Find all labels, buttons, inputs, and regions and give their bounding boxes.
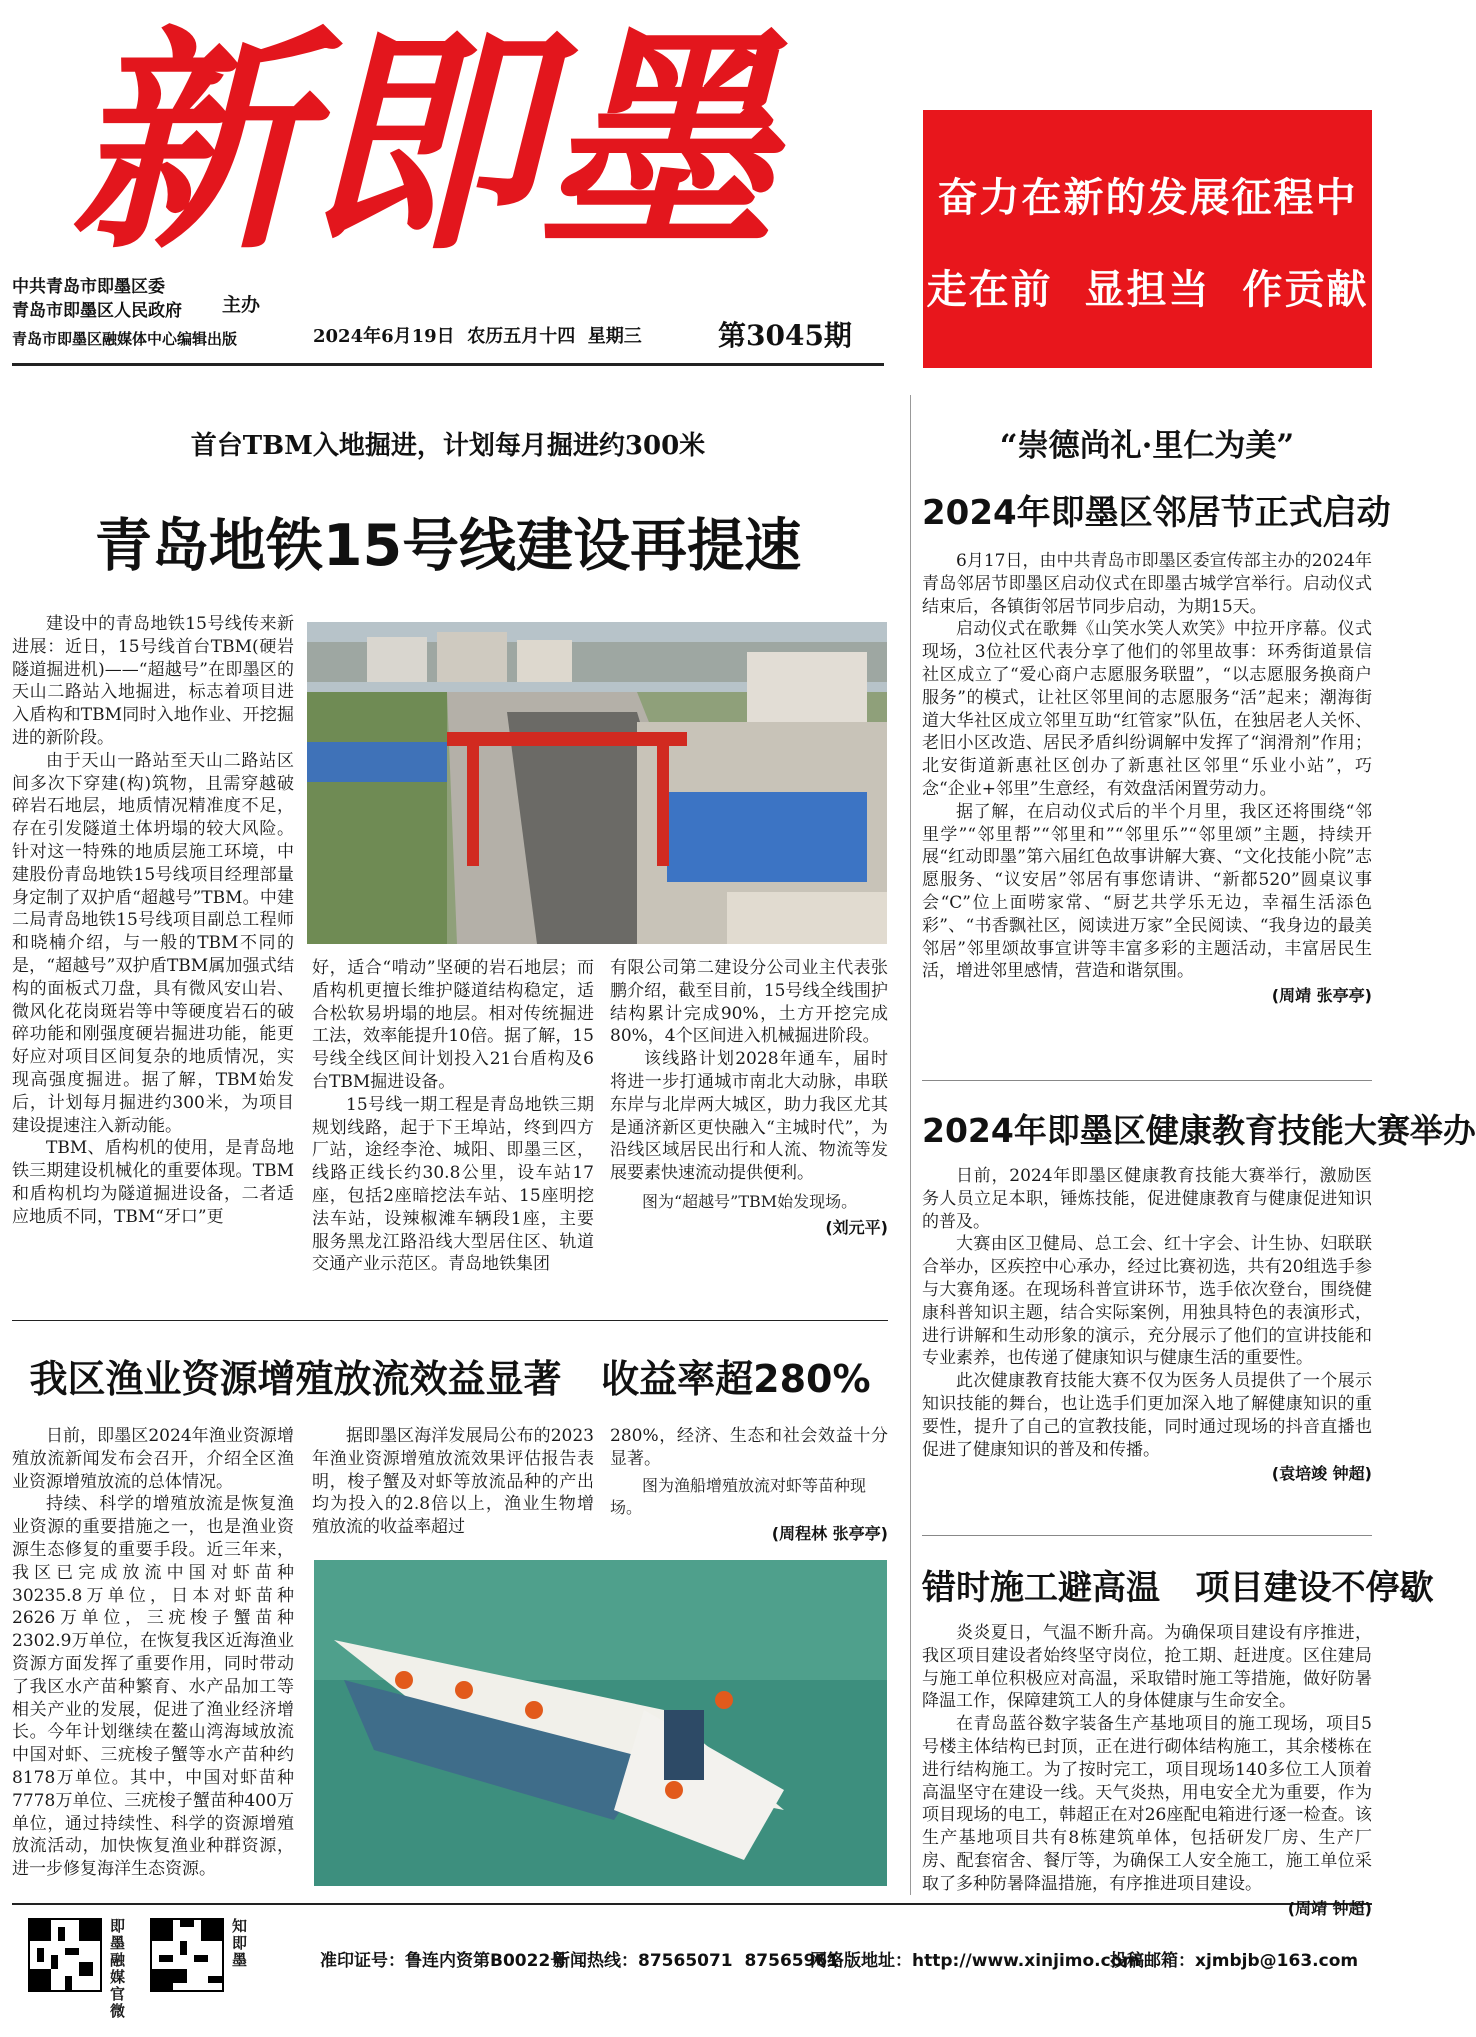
lead-paragraph: 有限公司第二建设分公司业主代表张鹏介绍，截至目前，15号线全线围护结构累计完成90%，土方开挖完成80%，4个区间进入机械掘进阶段。 [610, 958, 888, 1047]
fishery-column-2 [312, 1425, 594, 1539]
neighbor-paragraph: 6月17日，由中共青岛市即墨区委宣传部主办的2024年青岛邻居节即墨区启动仪式在即墨古城学宫举行。启动仪式结束后，各镇街邻居节同步启动，为期15天。 [922, 551, 1372, 617]
construction-title: 错时施工避高温 项目建设不停歇 [922, 1568, 1434, 1608]
column-divider [910, 395, 911, 1895]
lead-column-1 [12, 613, 294, 1229]
qr-code-1[interactable] [28, 1918, 102, 1992]
slogan-line-1: 奋力在新的发展征程中 [937, 175, 1358, 221]
fishery-column-1 [12, 1425, 294, 1881]
lead-paragraph: 该线路计划2028年通车，届时将进一步打通城市南北大动脉，串联东岸与北岸两大城区，助力我区尤其是通济新区更快融入“主城时代”，为沿线区域居民出行和人流、物流等发展要素快速流动提供便利。 [610, 1049, 888, 1184]
website-link[interactable]: 网络版地址：http://www.xinjimo.com [810, 1951, 1141, 1971]
health-title: 2024年即墨区健康教育技能大赛举办 [922, 1111, 1476, 1150]
lead-paragraph: 建设中的青岛地铁15号线传来新进展：近日，15号线首台TBM(硬岩隧道掘进机)——“超越号”在即墨区的天山二路站入地掘进，标志着项目进入盾构和TBM同时入地作业、开挖掘进的新阶段。 [12, 614, 294, 748]
lead-column-2 [312, 957, 594, 1276]
masthead-rule [12, 363, 884, 366]
tbm-construction-photo [307, 622, 887, 944]
lead-paragraph: 好，适合“啃动”坚硬的岩石地层；而盾构机更擅长维护隧道结构稳定，适合松软易坍塌的地层。相对传统掘进工法，效率能提升10倍。据了解，15号线全线区间计划投入21台盾构及6台TBM掘进设备。 [312, 958, 594, 1092]
neighbor-title: 2024年即墨区邻居节正式启动 [922, 493, 1391, 533]
submission-email[interactable]: 投稿邮箱：xjmbjb@163.com [1110, 1951, 1359, 1971]
host-suffix: 主办 [222, 294, 261, 316]
construction-author: (周靖 钟超) [1287, 1898, 1372, 1918]
lead-column-3 [610, 957, 888, 1238]
fishing-boat-photo [314, 1560, 887, 1886]
health-paragraph: 日前，2024年即墨区健康教育技能大赛举行，激励医务人员立足本职，锤炼技能，促进健康教育与健康促进知识的普及。 [922, 1166, 1372, 1232]
neighbor-body [922, 550, 1372, 1006]
neighbor-paragraph: 启动仪式在歌舞《山笑水笑人欢笑》中拉开序幕。仪式现场，3位社区代表分享了他们的邻里故事：环秀街道景信社区成立了“爱心商户志愿服务联盟”，“以志愿服务换商户服务”的模式，让社区邻里间的志愿服务“活”起来；潮海街道大华社区成立邻里互助“红管家”队伍，在独居老人关怀、老旧小区改造、居民矛盾纠纷调解中发挥了“润滑剂”作用；北安街道新惠社区创办了新惠社区邻里“乐业小站”，巧念“企业+邻里”生意经，有效盘活闲置劳动力。 [922, 619, 1372, 799]
section-divider [922, 1080, 1372, 1081]
health-body [922, 1165, 1372, 1484]
section-divider [12, 1320, 888, 1321]
slogan-line-2: 走在前 显担当 作贡献 [926, 267, 1369, 313]
construction-paragraph: 在青岛蓝谷数字装备生产基地项目的施工现场，项目5号楼主体结构已封顶，正在进行砌体结构施工，其余楼栋在进行结构施工。为了按时完工，项目现场140多位工人顶着高温坚守在建设一线。天气炎热，用电安全尤为重要，作为项目现场的电工，韩超正在对26座配电箱进行逐一检查。该生产基地项目共有8栋建筑单体，包括研发厂房、生产厂房、配套宿舍、餐厅等，为确保工人安全施工，施工单位采取了多种防暑降温措施，有序推进项目建设。 [922, 1714, 1372, 1894]
neighbor-subtitle: “崇德尚礼·里仁为美” [999, 428, 1295, 464]
fishery-column-3 [610, 1425, 888, 1544]
lead-paragraph: TBM、盾构机的使用，是青岛地铁三期建设机械化的重要体现。TBM和盾构机均为隧道掘进设备，二者适应地质不同，TBM“牙口”更 [12, 1138, 294, 1227]
lead-paragraph: 由于天山一路站至天山二路站区间多次下穿建(构)筑物，且需穿越破碎岩石地层，地质情况精准度不足，存在引发隧道土体坍塌的较大风险。针对这一特殊的地质层施工环境，中建股份青岛地铁15号线项目经理部量身定制了双护盾“超越号”TBM。中建二局青岛地铁15号线项目副总工程师和晓楠介绍，与一般的TBM不同的是，“超越号”双护盾TBM属加强式结构的面板式刀盘，具有微风安山岩、微风化花岗斑岩等中等硬度岩石的破碎功能和刚强度硬岩掘进功能，能更好应对项目区间复杂的地质情况，实现高强度掘进。据了解，TBM始发后，计划每月掘进约300米，为项目建设提速注入新动能。 [12, 750, 294, 1136]
issue-number: 第3045期 [718, 319, 852, 352]
section-divider [922, 1535, 1372, 1536]
news-hotline: 新闻热线：87565071 87565961 [553, 1951, 840, 1971]
lead-photo-caption: 图为“超越号”TBM始发现场。 [642, 1191, 858, 1211]
construction-body [922, 1622, 1372, 1919]
lead-author: (刘元平) [825, 1217, 888, 1237]
health-paragraph: 此次健康教育技能大赛不仅为医务人员提供了一个展示知识技能的舞台，也让选手们更加深入地了解健康知识的重要性，提升了自己的宣教技能，同时通过现场的抖音直播也促进了健康知识的普及和传播。 [922, 1371, 1372, 1460]
qr-label-2: 知即墨 [232, 1917, 248, 1969]
host-party: 中共青岛市即墨区委 [12, 277, 165, 297]
qr-label-1: 即墨融媒官微 [110, 1917, 126, 2020]
slogan-box [923, 110, 1372, 368]
neighbor-paragraph: 据了解，在启动仪式后的半个月里，我区还将围绕“邻里学”“邻里帮”“邻里和”“邻里乐”“邻里颂”主题，持续开展“红动即墨”第六届红色故事讲解大赛、“文化技能小院”志愿服务、“议安居”邻居有事您请讲、“新都520”圆桌议事会“C”位上面唠家常、“厨艺共学乐无边，幸福生活添色彩”、“书香飘社区，阅读进万家”全民阅读、“我身边的最美邻居”邻里颂故事宣讲等丰富多彩的主题活动，丰富居民生活，增进邻里感情，营造和谐氛围。 [922, 801, 1372, 982]
publisher: 青岛市即墨区融媒体中心编辑出版 [12, 330, 238, 348]
lead-paragraph: 15号线一期工程是青岛地铁三期规划线路，起于下王埠站，终到四方厂站，途经李沧、城阳、即墨三区，线路正线长约30.8公里，设车站17座，包括2座暗挖法车站、15座明挖法车站，设辣椒滩车辆段1座，主要服务黑龙江路沿线大型居住区、轨道交通产业示范区。青岛地铁集团 [312, 1094, 594, 1275]
issue-date: 2024年6月19日 农历五月十四 星期三 [313, 326, 642, 347]
lead-subtitle: 首台TBM入地掘进，计划每月掘进约300米 [190, 431, 706, 461]
fishery-paragraph: 280%，经济、生态和社会效益十分显著。 [610, 1426, 888, 1469]
logo-text: 新即墨 [70, 5, 775, 281]
masthead-logo [70, 5, 775, 281]
neighbor-author: (周靖 张亭亭) [1271, 986, 1372, 1006]
host-government: 青岛市即墨区人民政府 [12, 301, 182, 321]
health-author: (袁培竣 钟超) [1271, 1464, 1372, 1484]
fishery-title: 我区渔业资源增殖放流效益显著 收益率超280% [29, 1357, 871, 1401]
qr-code-2[interactable] [150, 1918, 224, 1992]
license-number: 准印证号：鲁连内资第B0022号 [320, 1951, 568, 1971]
fishery-paragraph: 据即墨区海洋发展局公布的2023年渔业资源增殖放流效果评估报告表明，梭子蟹及对虾等放流品种的产出均为投入的2.8倍以上，渔业生物增殖放流的收益率超过 [312, 1426, 594, 1538]
fishery-author: (周程林 张亭亭) [771, 1523, 888, 1543]
fishery-paragraph: 持续、科学的增殖放流是恢复渔业资源的重要措施之一，也是渔业资源生态修复的重要手段。近三年来，我区已完成放流中国对虾苗种30235.8万单位，日本对虾苗种2626万单位，三疣梭子蟹苗种2302.9万单位，在恢复我区近海渔业资源方面发挥了重要作用，同时带动了我区水产苗种繁育、水产品加工等相关产业的发展，促进了渔业经济增长。今年计划继续在鳌山湾海域放流中国对虾、三疣梭子蟹等水产苗种约8178万单位。其中，中国对虾苗种7778万单位、三疣梭子蟹苗种400万单位，通过持续性、科学的资源增殖放流活动，加快恢复渔业种群资源，进一步修复海洋生态资源。 [12, 1494, 294, 1880]
fishery-paragraph: 日前，即墨区2024年渔业资源增殖放流新闻发布会召开，介绍全区渔业资源增殖放流的总体情况。 [12, 1426, 294, 1492]
fishery-photo-caption: 图为渔船增殖放流对虾等苗种现场。 [610, 1475, 867, 1517]
lead-title: 青岛地铁15号线建设再提速 [94, 513, 802, 579]
construction-paragraph: 炎炎夏日，气温不断升高。为确保项目建设有序推进，我区项目建设者始终坚守岗位，抢工期、赶进度。区住建局与施工单位积极应对高温，采取错时施工等措施，做好防暑降温工作，保障建筑工人的身体健康与生命安全。 [922, 1623, 1372, 1712]
health-paragraph: 大赛由区卫健局、总工会、红十字会、计生协、妇联联合举办，区疾控中心承办，经过比赛初选，共有20组选手参与大赛角逐。在现场科普宣讲环节，选手依次登台，围绕健康科普知识主题，结合实际案例，用独具特色的表演形式，进行讲解和生动形象的演示，充分展示了他们的宣讲技能和专业素养，也传递了健康知识与健康生活的重要性。 [922, 1234, 1372, 1369]
